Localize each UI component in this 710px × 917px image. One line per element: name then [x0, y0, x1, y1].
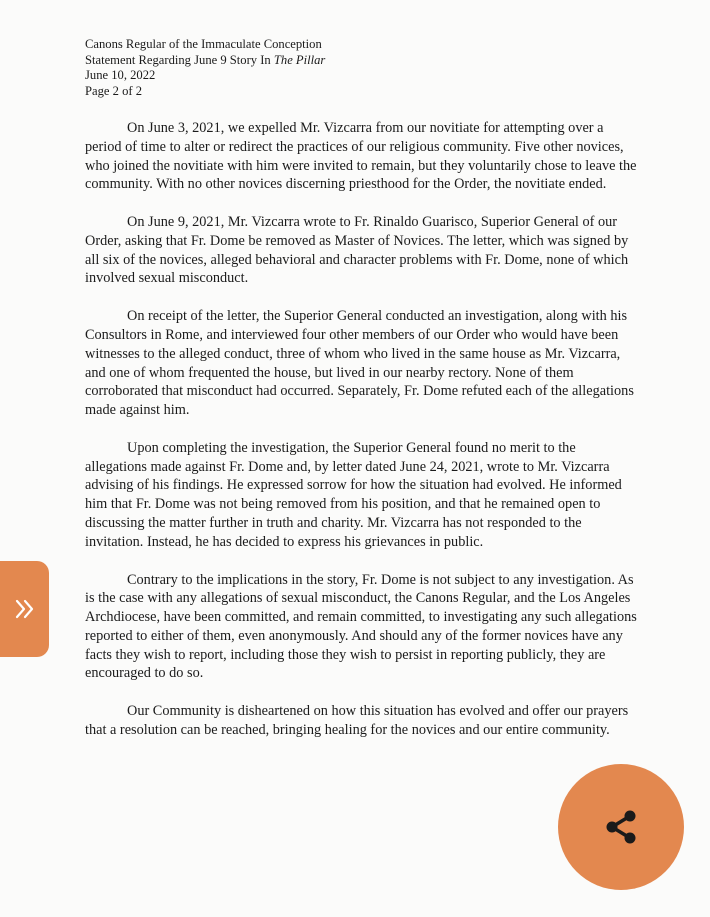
header-publication: The Pillar: [273, 52, 326, 67]
paragraph-investigation: On receipt of the letter, the Superior General conducted an investigation, along with his Consultors in Rome, and interviewed four other members of our Order who would have been witnesses to the alleged conduct, three of whom who lived in the same house as Mr. Vizcarra, and one of whom frequented the house, but lived in our nearby rectory. None of them corroborated that misconduct had occurred. Separately, Fr. Dome refuted each of the allegations made against him.: [85, 308, 634, 419]
double-chevron-right-icon: [12, 596, 38, 622]
paragraph-expulsion: On June 3, 2021, we expelled Mr. Vizcarra from our novitiate for attempting over a period of time to alter or redirect the practices of our religious community. Five other novices, who joined the novitiate with him were invited to remain, but they voluntarily chose to leave the community. With no other novices discerning priesthood for the Order, the novitiate ended.: [85, 120, 637, 193]
document-header: [85, 37, 325, 99]
paragraph-letter: On June 9, 2021, Mr. Vizcarra wrote to Fr. Rinaldo Guarisco, Superior General of our Order, asking that Fr. Dome be removed as Master of Novices. The letter, which was signed by all six of the novices, alleged behavioral and character problems with Fr. Dome, none of which involved sexual misconduct.: [85, 214, 629, 287]
expand-panel-button[interactable]: [0, 561, 49, 657]
header-page-number: Page 2 of 2: [85, 83, 143, 98]
header-organization: Canons Regular of the Immaculate Conception: [85, 37, 322, 51]
document-body: [85, 119, 640, 759]
paragraph-no-investigation: Contrary to the implications in the story, Fr. Dome is not subject to any investigation. As is the case with any allegations of sexual misconduct, the Canons Regular, and the Los Angeles Archdiocese, have been committed, and remain committed, to investigating any such allegations reported to either of them, even anonymously. And should any of the former novices have any facts they wish to report, including those they wish to persist in reporting publicly, they are encouraged to do so.: [85, 571, 637, 682]
paragraph-closing: Our Community is disheartened on how this situation has evolved and offer our prayers that a resolution can be reached, bringing healing for the novices and our entire community.: [85, 703, 629, 738]
header-date: June 10, 2022: [85, 68, 156, 83]
header-subject-text: Statement Regarding June 9 Story In: [85, 52, 274, 67]
share-button[interactable]: [558, 764, 684, 890]
paragraph-findings: Upon completing the investigation, the Superior General found no merit to the allegations made against Fr. Dome and, by letter dated June 24, 2021, wrote to Mr. Vizcarra advising of his findings. He expressed sorrow for how the situation had evolved. He informed him that Fr. Dome was not being removed from his position, and that he remained open to discussing the matter further in truth and charity. Mr. Vizcarra has not responded to the invitation. Instead, he has decided to express his grievances in public.: [85, 439, 622, 550]
share-icon: [600, 806, 642, 848]
header-subject: [85, 53, 325, 69]
